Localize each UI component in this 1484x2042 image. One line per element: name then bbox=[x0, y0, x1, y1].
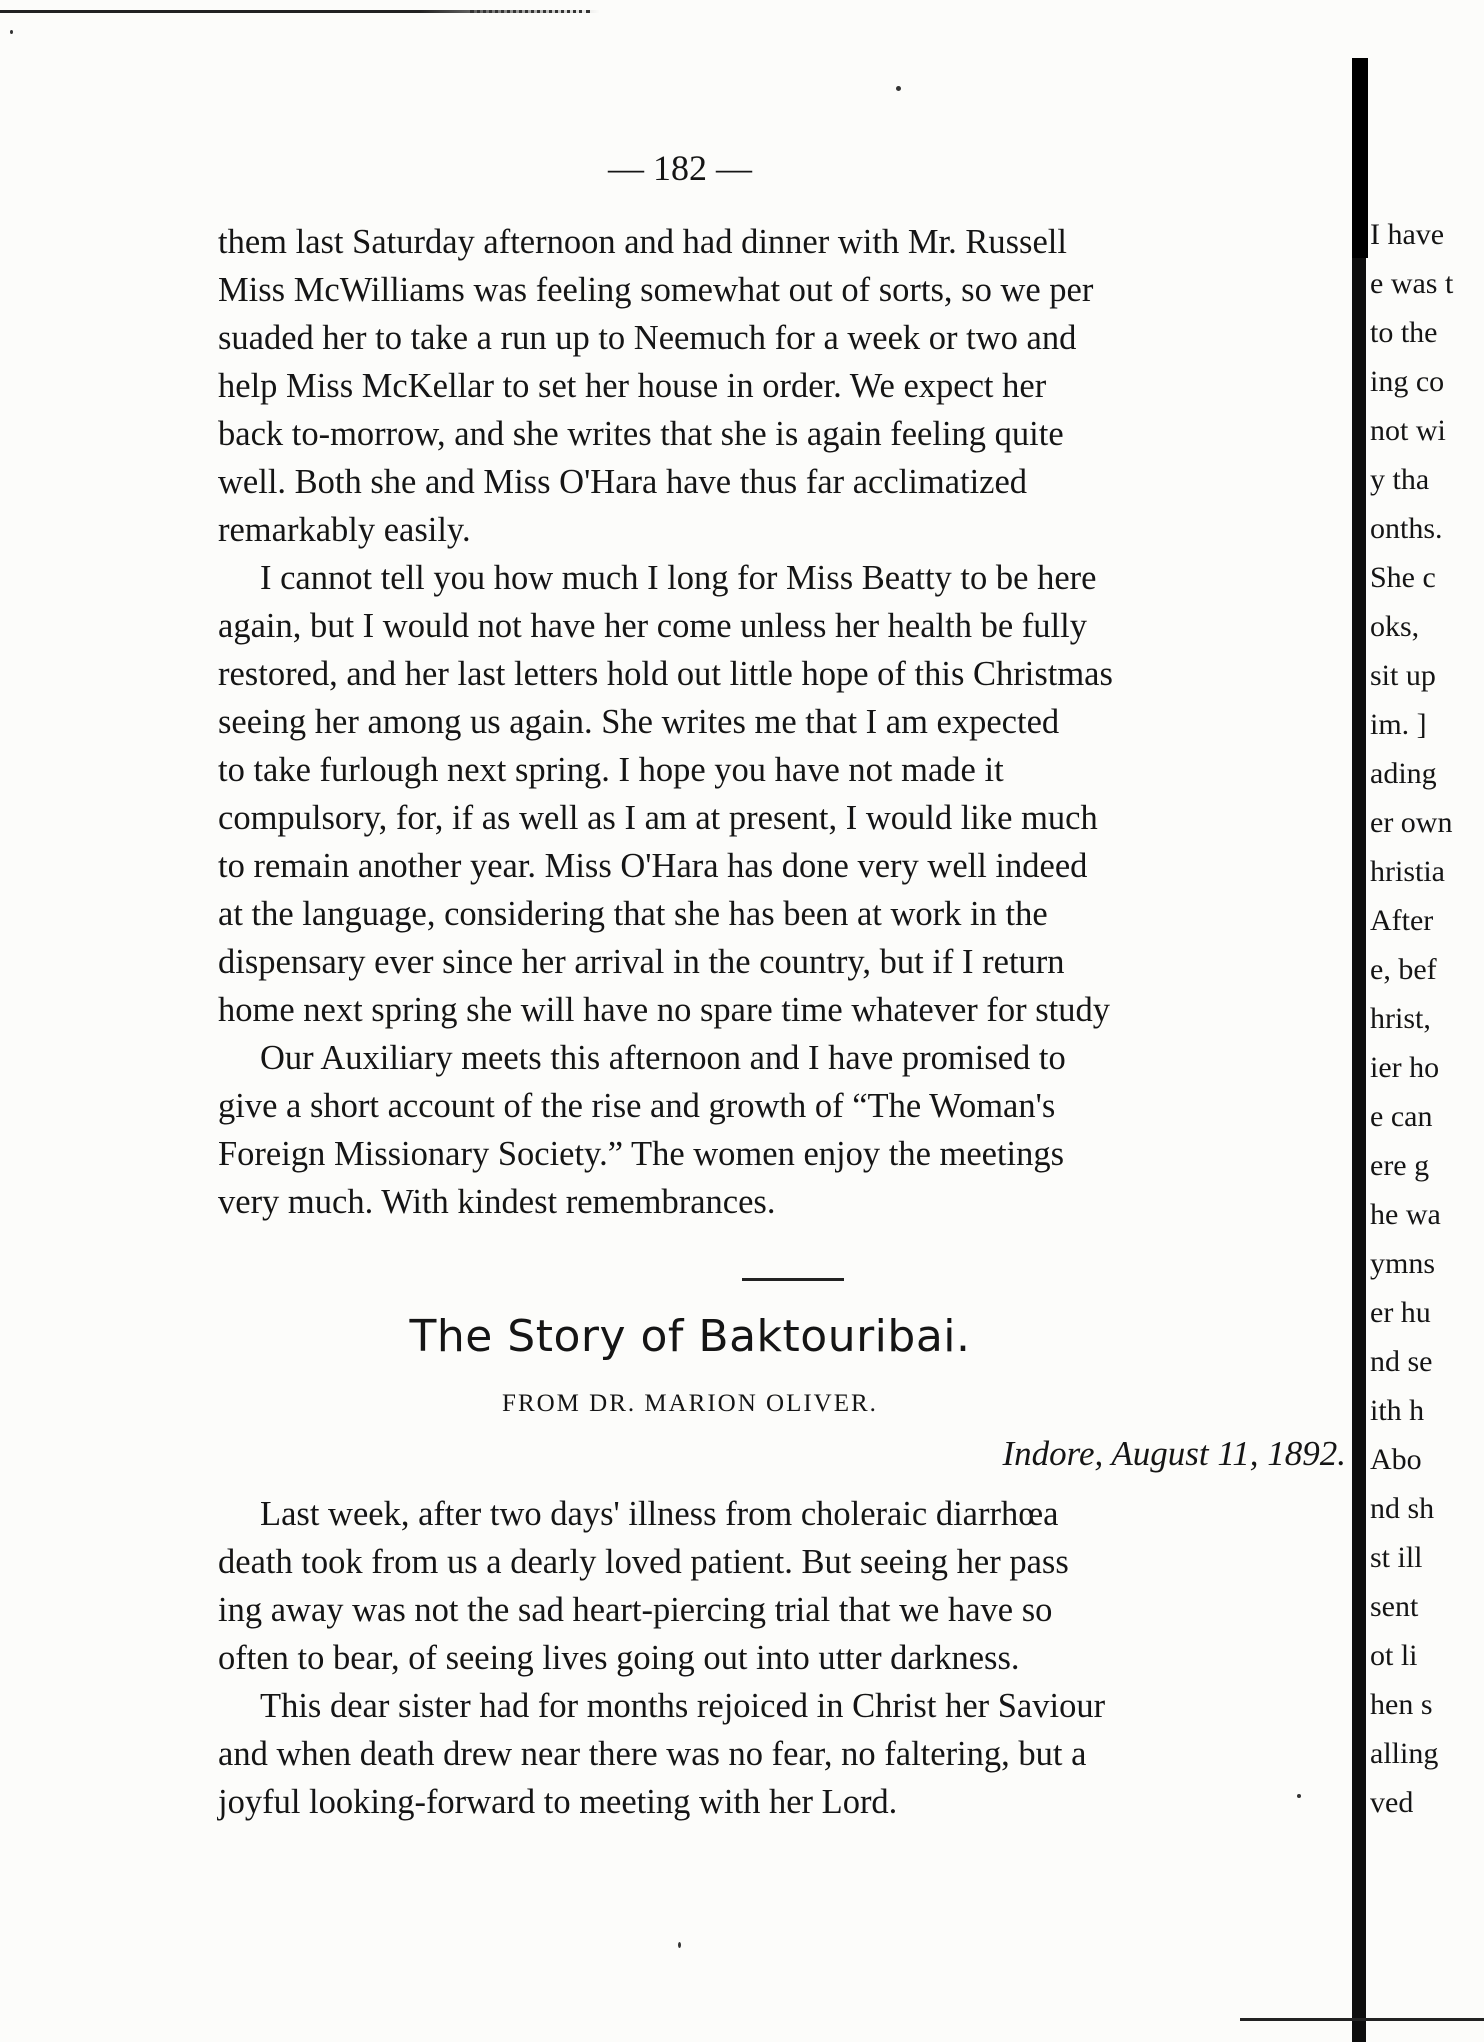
fragment-line: ing co bbox=[1370, 365, 1445, 398]
story-paragraph bbox=[218, 1682, 1358, 1826]
story-body bbox=[218, 1490, 1358, 1826]
text-line: again, but I would not have her come unless her health be fully bbox=[218, 607, 1087, 645]
text-line: very much. With kindest remembrances. bbox=[218, 1183, 776, 1221]
fragment-line: he wa bbox=[1370, 1198, 1441, 1231]
bottom-edge-rule bbox=[1240, 2018, 1484, 2021]
ink-speck bbox=[896, 86, 901, 91]
text-line: remarkably easily. bbox=[218, 511, 471, 549]
ink-speck bbox=[10, 30, 13, 34]
fragment-line: ot li bbox=[1370, 1639, 1418, 1672]
text-line: at the language, considering that she has been at work in the bbox=[218, 895, 1048, 933]
fragment-line: im. ] bbox=[1370, 708, 1427, 741]
fragment-line: hristia bbox=[1370, 855, 1445, 888]
text-line: compulsory, for, if as well as I am at present, I would like much bbox=[218, 799, 1098, 837]
text-line: and when death drew near there was no fear, no faltering, but a bbox=[218, 1735, 1087, 1773]
binding-gutter-shadow-top bbox=[1352, 58, 1368, 258]
fragment-line: sit up bbox=[1370, 659, 1436, 692]
text-line: give a short account of the rise and growth of “The Woman's bbox=[218, 1087, 1056, 1125]
fragment-line: er own bbox=[1370, 806, 1453, 839]
text-line: Our Auxiliary meets this afternoon and I have promised to bbox=[260, 1039, 1066, 1077]
text-line: Foreign Missionary Society.” The women enjoy the meetings bbox=[218, 1135, 1065, 1173]
text-line: Miss McWilliams was feeling somewhat out of sorts, so we per bbox=[218, 271, 1094, 309]
fragment-line: e was t bbox=[1370, 267, 1454, 300]
fragment-line: st ill bbox=[1370, 1541, 1423, 1574]
section-divider-rule bbox=[742, 1278, 844, 1281]
text-line: to take furlough next spring. I hope you have not made it bbox=[218, 751, 1004, 789]
text-line: suaded her to take a run up to Neemuch for a week or two and bbox=[218, 319, 1077, 357]
text-line: often to bear, of seeing lives going out into utter darkness. bbox=[218, 1639, 1020, 1677]
top-edge-dotted-rule bbox=[470, 10, 590, 16]
fragment-line: e can bbox=[1370, 1100, 1433, 1133]
fragment-line: nd se bbox=[1370, 1345, 1433, 1378]
letter-paragraph bbox=[218, 218, 1358, 554]
text-line: ing away was not the sad heart-piercing trial that we have so bbox=[218, 1591, 1053, 1629]
story-byline: FROM DR. MARION OLIVER. bbox=[502, 1390, 878, 1417]
text-line: I cannot tell you how much I long for Miss Beatty to be here bbox=[260, 559, 1097, 597]
text-line: seeing her among us again. She writes me that I am expected bbox=[218, 703, 1060, 741]
fragment-line: alling bbox=[1370, 1737, 1439, 1770]
letter-continuation bbox=[218, 218, 1358, 1226]
fragment-line: oks, bbox=[1370, 610, 1420, 643]
text-line: help Miss McKellar to set her house in order. We expect her bbox=[218, 367, 1047, 405]
fragment-line: After bbox=[1370, 904, 1434, 937]
text-line: home next spring she will have no spare time whatever for study bbox=[218, 991, 1110, 1029]
fragment-line: hrist, bbox=[1370, 1002, 1431, 1035]
ink-speck bbox=[678, 1942, 681, 1948]
story-title: The Story of Baktouribai. bbox=[409, 1311, 971, 1362]
text-line: death took from us a dearly loved patient. But seeing her pass bbox=[218, 1543, 1069, 1581]
text-line: Last week, after two days' illness from choleraic diarrhœa bbox=[260, 1495, 1059, 1533]
story-paragraph bbox=[218, 1490, 1358, 1682]
text-line: to remain another year. Miss O'Hara has done very well indeed bbox=[218, 847, 1088, 885]
page-number: — 182 — bbox=[608, 148, 752, 188]
letter-paragraph bbox=[218, 1034, 1358, 1226]
adjacent-page-fragment bbox=[1370, 210, 1484, 1827]
fragment-line: ved bbox=[1370, 1786, 1414, 1819]
letter-paragraph bbox=[218, 554, 1358, 1034]
fragment-line: to the bbox=[1370, 316, 1438, 349]
fragment-line: er hu bbox=[1370, 1296, 1431, 1329]
text-line: joyful looking-forward to meeting with her Lord. bbox=[218, 1783, 898, 1821]
fragment-line: hen s bbox=[1370, 1688, 1433, 1721]
fragment-line: nd sh bbox=[1370, 1492, 1435, 1525]
fragment-line: ading bbox=[1370, 757, 1437, 790]
text-line: dispensary ever since her arrival in the country, but if I return bbox=[218, 943, 1065, 981]
fragment-line: She c bbox=[1370, 561, 1436, 594]
fragment-line: y tha bbox=[1370, 463, 1430, 496]
text-line: well. Both she and Miss O'Hara have thus far acclimatized bbox=[218, 463, 1028, 501]
fragment-line: ith h bbox=[1370, 1394, 1425, 1427]
fragment-line: not wi bbox=[1370, 414, 1446, 447]
fragment-line: I have bbox=[1370, 218, 1445, 251]
text-line: back to-morrow, and she writes that she is again feeling quite bbox=[218, 415, 1064, 453]
fragment-line: e, bef bbox=[1370, 953, 1437, 986]
fragment-line: sent bbox=[1370, 1590, 1419, 1623]
fragment-line: ymns bbox=[1370, 1247, 1436, 1280]
fragment-line: ier ho bbox=[1370, 1051, 1440, 1084]
story-dateline: Indore, August 11, 1892. bbox=[1002, 1434, 1346, 1473]
fragment-line: Abo bbox=[1370, 1443, 1422, 1476]
fragment-line: ere g bbox=[1370, 1149, 1430, 1182]
fragment-line: onths. bbox=[1370, 512, 1443, 545]
text-line: This dear sister had for months rejoiced in Christ her Saviour bbox=[260, 1687, 1106, 1725]
text-line: restored, and her last letters hold out little hope of this Christmas bbox=[218, 655, 1113, 693]
binding-gutter-shadow bbox=[1352, 58, 1366, 2042]
text-line: them last Saturday afternoon and had dinner with Mr. Russell bbox=[218, 223, 1067, 261]
